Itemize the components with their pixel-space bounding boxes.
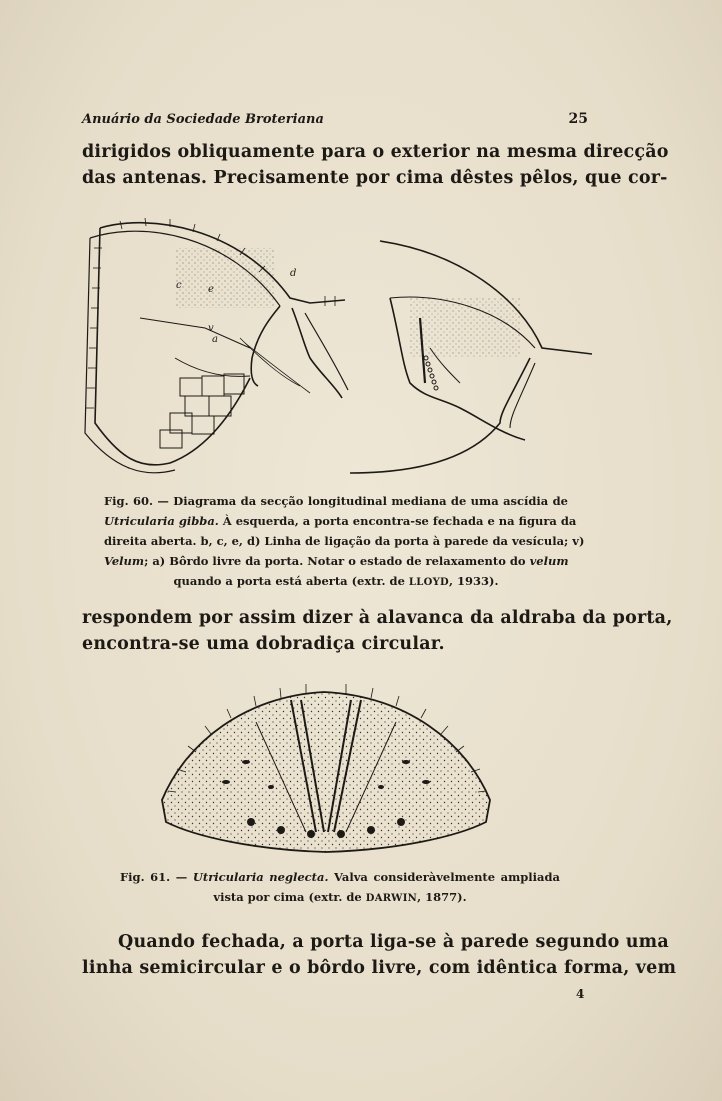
caption-60-line-1: Fig. 60. — Diagrama da secção longitudinal mediana de uma ascídia de bbox=[104, 494, 568, 508]
page-number: 25 bbox=[568, 111, 588, 127]
caption-60-line-5-b: , 1933). bbox=[449, 574, 499, 588]
term-velum: Velum bbox=[104, 554, 145, 568]
paragraph-1 bbox=[82, 139, 669, 191]
paragraph-3 bbox=[82, 929, 677, 981]
paragraph-3-line-1: Quando fechada, a porta liga-se à parede segundo uma bbox=[118, 932, 669, 952]
caption-60-line-5-a: quando a porta está aberta (extr. de bbox=[173, 574, 409, 588]
label-e: e bbox=[208, 284, 214, 295]
left-door-cells bbox=[160, 374, 244, 448]
species-utricularia-gibba: Utricularia gibba. bbox=[104, 514, 219, 528]
caption-61-line-1 bbox=[120, 867, 560, 887]
caption-60-line-2-rest: À esquerda, a porta encontra-se fechada e na figura da bbox=[218, 514, 577, 528]
caption-60-line-4-rest: ; a) Bôrdo livre da porta. Notar o estado de relaxamento do bbox=[144, 554, 526, 568]
right-beaded-line bbox=[424, 356, 438, 390]
figure-60-illustration bbox=[80, 208, 600, 483]
caption-61-line-2-a: vista por cima (extr. de bbox=[213, 890, 366, 904]
left-cell-border bbox=[86, 218, 335, 408]
figure-61-caption bbox=[120, 867, 560, 909]
caption-60-line-3: direita aberta. b, c, e, d) Linha de ligação da porta à parede da vesícula; v) bbox=[104, 534, 585, 548]
signature-mark: 4 bbox=[576, 987, 585, 1001]
figure-61-illustration bbox=[156, 682, 496, 860]
caption-60-line-2 bbox=[104, 511, 577, 531]
caption-61-line-2-b: , 1877). bbox=[417, 890, 467, 904]
caption-61-line-2 bbox=[120, 887, 560, 909]
running-head bbox=[82, 111, 588, 127]
valve-outline bbox=[162, 692, 490, 852]
paragraph-2-line-2: encontra-se uma dobradiça circular. bbox=[82, 634, 445, 654]
paragraph-3-line-2: linha semicircular e o bôrdo livre, com idêntica forma, vem bbox=[82, 958, 677, 978]
caption-60-line-4 bbox=[104, 551, 568, 571]
species-utricularia-neglecta: Utricularia neglecta. bbox=[192, 870, 329, 884]
author-darwin: DARWIN bbox=[365, 893, 418, 904]
label-v: v bbox=[208, 323, 214, 334]
caption-61-line-1-rest: Valva consideràvelmente ampliada bbox=[328, 870, 560, 884]
label-d: d bbox=[290, 268, 297, 279]
caption-60-line-5 bbox=[104, 571, 568, 593]
label-a: a bbox=[212, 334, 218, 345]
paragraph-1-line-2: das antenas. Precisamente por cima dêstes pêlos, que cor- bbox=[82, 168, 668, 188]
caption-61-prefix: Fig. 61. — bbox=[120, 870, 193, 884]
paragraph-2 bbox=[82, 605, 673, 657]
left-stippled-area bbox=[175, 248, 275, 308]
label-c: c bbox=[176, 280, 182, 291]
figure-60-caption bbox=[104, 491, 585, 593]
right-stippled-area bbox=[410, 298, 520, 358]
author-lloyd: LLOYD bbox=[408, 577, 450, 588]
paragraph-2-line-1: respondem por assim dizer à alavanca da aldraba da porta, bbox=[82, 608, 673, 628]
paragraph-1-line-1: dirigidos obliquamente para o exterior na mesma direcção bbox=[82, 142, 669, 162]
journal-title: Anuário da Sociedade Broteriana bbox=[82, 112, 324, 127]
term-velum-lowercase: velum bbox=[529, 554, 569, 568]
